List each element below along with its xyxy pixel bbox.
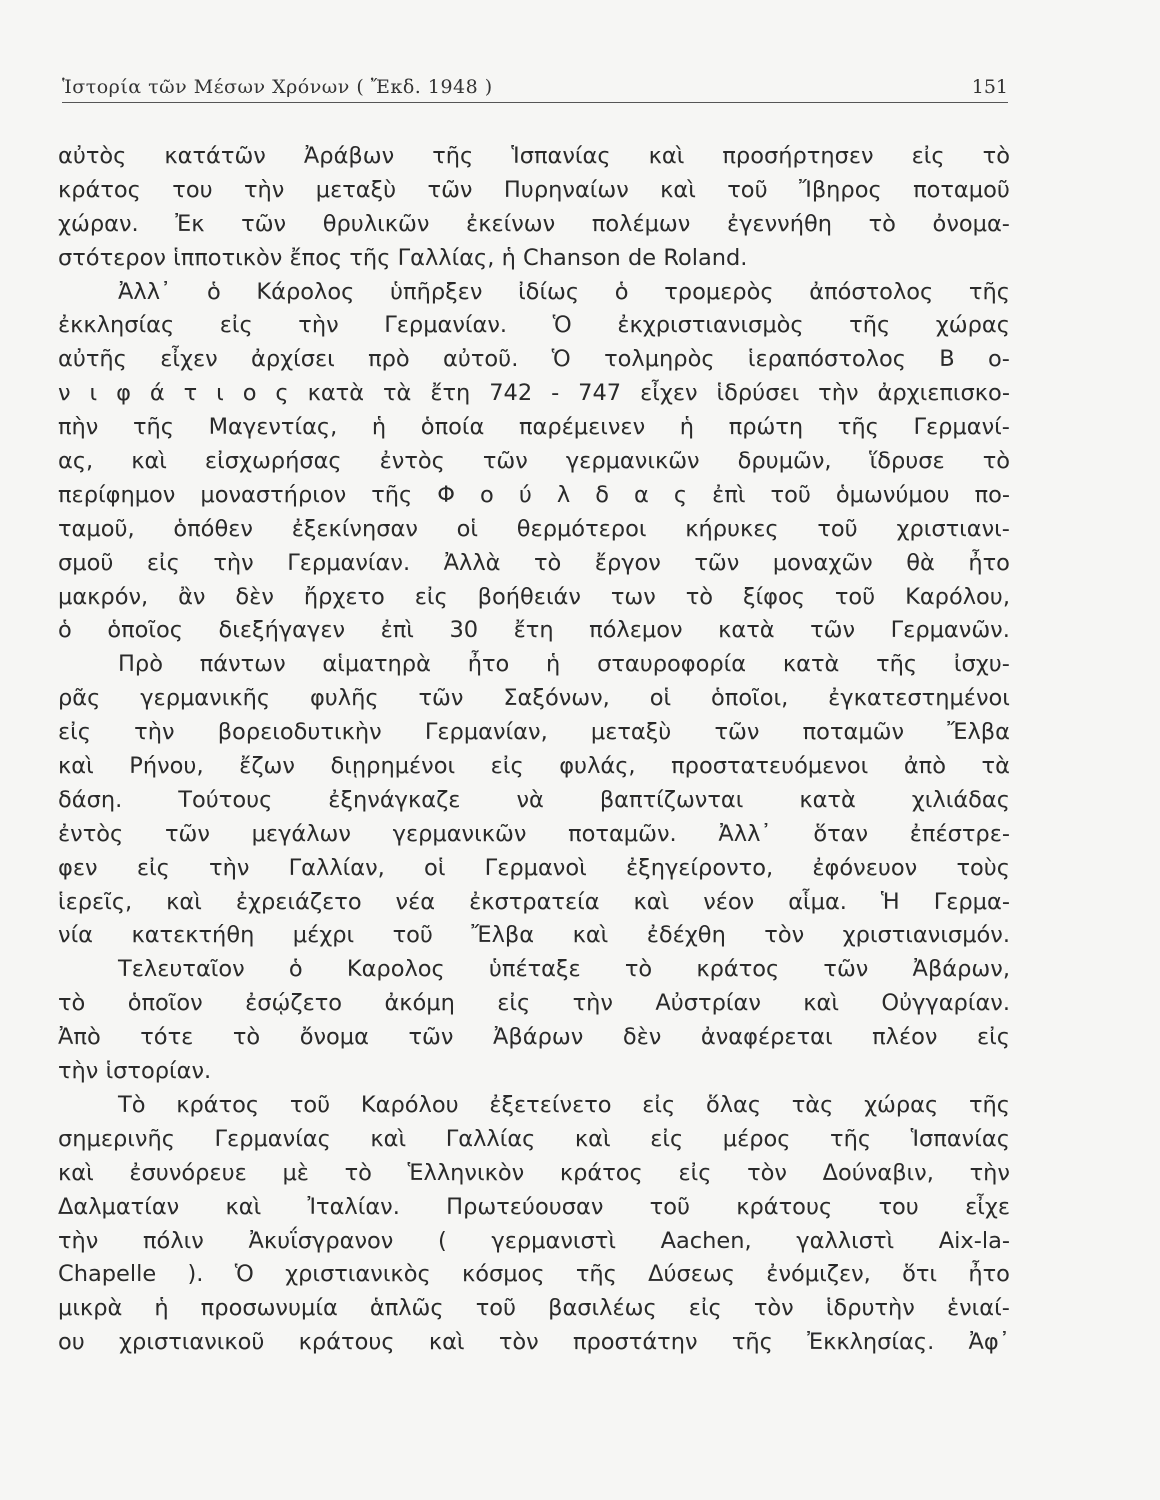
page-number: 151: [971, 76, 1008, 98]
text-line: καὶ ἐσυνόρευε μὲ τὸ Ἑλληνικὸν κράτος εἰς τὸν Δούναβιν, τὴν: [58, 1159, 1010, 1186]
text-line: ου χριστιανικοῦ κράτους καὶ τὸν προστάτην τῆς Ἐκκλησίας. Ἀφ᾽: [58, 1329, 1010, 1356]
text-line: Τὸ κράτος τοῦ Καρόλου ἐξετείνετο εἰς ὅλας τὰς χώρας τῆς: [118, 1091, 1010, 1118]
text-line: ἱερεῖς, καὶ ἐχρειάζετο νέα ἐκστρατεία καὶ νέον αἷμα. Ἡ Γερμα-: [58, 888, 1010, 915]
text-line: σμοῦ εἰς τὴν Γερμανίαν. Ἀλλὰ τὸ ἔργον τῶν μοναχῶν θὰ ἦτο: [58, 549, 1010, 576]
text-line: νία κατεκτήθη μέχρι τοῦ Ἔλβα καὶ ἐδέχθη τὸν χριστιανισμόν.: [58, 922, 1010, 949]
text-line: Πρὸ πάντων αἱματηρὰ ἦτο ἡ σταυροφορία κατὰ τῆς ἰσχυ-: [118, 651, 1010, 678]
text-line: ταμοῦ, ὁπόθεν ἐξεκίνησαν οἱ θερμότεροι κήρυκες τοῦ χριστιανι-: [58, 515, 1010, 542]
text-line: αὐτῆς εἶχεν ἀρχίσει πρὸ αὐτοῦ. Ὁ τολμηρὸς ἱεραπόστολος Β ο-: [58, 346, 1010, 373]
text-line: Τελευταῖον ὁ Καρολος ὑπέταξε τὸ κράτος τῶν Ἀβάρων,: [118, 956, 1010, 983]
text-line: Ἀπὸ τότε τὸ ὄνομα τῶν Ἀβάρων δὲν ἀναφέρεται πλέον εἰς: [58, 1024, 1010, 1051]
text-line: εἰς τὴν βορειοδυτικὴν Γερμανίαν, μεταξὺ τῶν ποταμῶν Ἔλβα: [58, 719, 1010, 746]
text-line: Δαλματίαν καὶ Ἰταλίαν. Πρωτεύουσαν τοῦ κράτους του εἶχε: [58, 1193, 1010, 1220]
text-line: τὸ ὁποῖον ἐσῴζετο ἀκόμη εἰς τὴν Αὐστρίαν καὶ Οὐγγαρίαν.: [58, 990, 1010, 1017]
text-line: πὴν τῆς Μαγεντίας, ἡ ὁποία παρέμεινεν ἡ πρώτη τῆς Γερμανί-: [58, 414, 1010, 441]
text-line: ας, καὶ εἰσχωρήσας ἐντὸς τῶν γερμανικῶν δρυμῶν, ἵδρυσε τὸ: [58, 448, 1010, 475]
text-line: κράτος του τὴν μεταξὺ τῶν Πυρηναίων καὶ τοῦ Ἴβηρος ποταμοῦ: [58, 176, 1010, 203]
text-line: φεν εἰς τὴν Γαλλίαν, οἱ Γερμανοὶ ἐξηγείροντο, ἐφόνευον τοὺς: [58, 854, 1010, 881]
text-line: στότερον ἱπποτικὸν ἔπος τῆς Γαλλίας, ἡ Chanson de Roland.: [58, 244, 748, 271]
text-line: τὴν ἱστορίαν.: [58, 1058, 212, 1085]
text-line: αὐτὸς κατάτῶν Ἀράβων τῆς Ἱσπανίας καὶ προσήρτησεν εἰς τὸ: [58, 143, 1010, 169]
text-line: ἐντὸς τῶν μεγάλων γερμανικῶν ποταμῶν. Ἀλλ᾽ ὅταν ἐπέστρε-: [58, 820, 1010, 847]
text-line: χώραν. Ἐκ τῶν θρυλικῶν ἐκείνων πολέμων ἐγεννήθη τὸ ὀνομα-: [58, 210, 1010, 237]
page-header: [62, 72, 1008, 103]
text-line: περίφημον μοναστήριον τῆς Φ ο ύ λ δ α ς ἐπὶ τοῦ ὁμωνύμου πο-: [58, 481, 1010, 508]
body-text: [58, 140, 1010, 1360]
running-head: Ἱστορία τῶν Μέσων Χρόνων ( Ἔκδ. 1948 ): [62, 76, 493, 98]
text-line: σημερινῆς Γερμανίας καὶ Γαλλίας καὶ εἰς μέρος τῆς Ἱσπανίας: [58, 1125, 1010, 1152]
text-line: μακρόν, ἂν δὲν ἤρχετο εἰς βοήθειάν των τὸ ξίφος τοῦ Καρόλου,: [58, 583, 1010, 610]
text-line: ρᾶς γερμανικῆς φυλῆς τῶν Σαξόνων, οἱ ὁποῖοι, ἐγκατεστημένοι: [58, 685, 1010, 712]
text-line: ν ι φ ά τ ι ο ς κατὰ τὰ ἔτη 742 - 747 εἶχεν ἱδρύσει τὴν ἀρχιεπισκο-: [58, 380, 1010, 407]
text-line: ὁ ὁποῖος διεξήγαγεν ἐπὶ 30 ἔτη πόλεμον κατὰ τῶν Γερμανῶν.: [58, 617, 1010, 644]
text-line: Ἀλλ᾽ ὁ Κάρολος ὑπῆρξεν ἰδίως ὁ τρομερὸς ἀπόστολος τῆς: [118, 278, 1010, 305]
text-line: τὴν πόλιν Ἀκυΐσγρανον ( γερμανιστὶ Aachen, γαλλιστὶ Aix-la-: [58, 1227, 1010, 1254]
text-line: Chapelle ). Ὁ χριστιανικὸς κόσμος τῆς Δύσεως ἐνόμιζεν, ὅτι ἦτο: [58, 1261, 1010, 1288]
text-line: ἐκκλησίας εἰς τὴν Γερμανίαν. Ὁ ἐκχριστιανισμὸς τῆς χώρας: [58, 312, 1010, 339]
text-line: δάση. Τούτους ἐξηνάγκαζε νὰ βαπτίζωνται κατὰ χιλιάδας: [58, 786, 1010, 813]
text-line: μικρὰ ἡ προσωνυμία ἁπλῶς τοῦ βασιλέως εἰς τὸν ἱδρυτὴν ἑνιαί-: [58, 1295, 1010, 1322]
text-line: καὶ Ρήνου, ἔζων διῃρημένοι εἰς φυλάς, προστατευόμενοι ἀπὸ τὰ: [58, 753, 1010, 780]
